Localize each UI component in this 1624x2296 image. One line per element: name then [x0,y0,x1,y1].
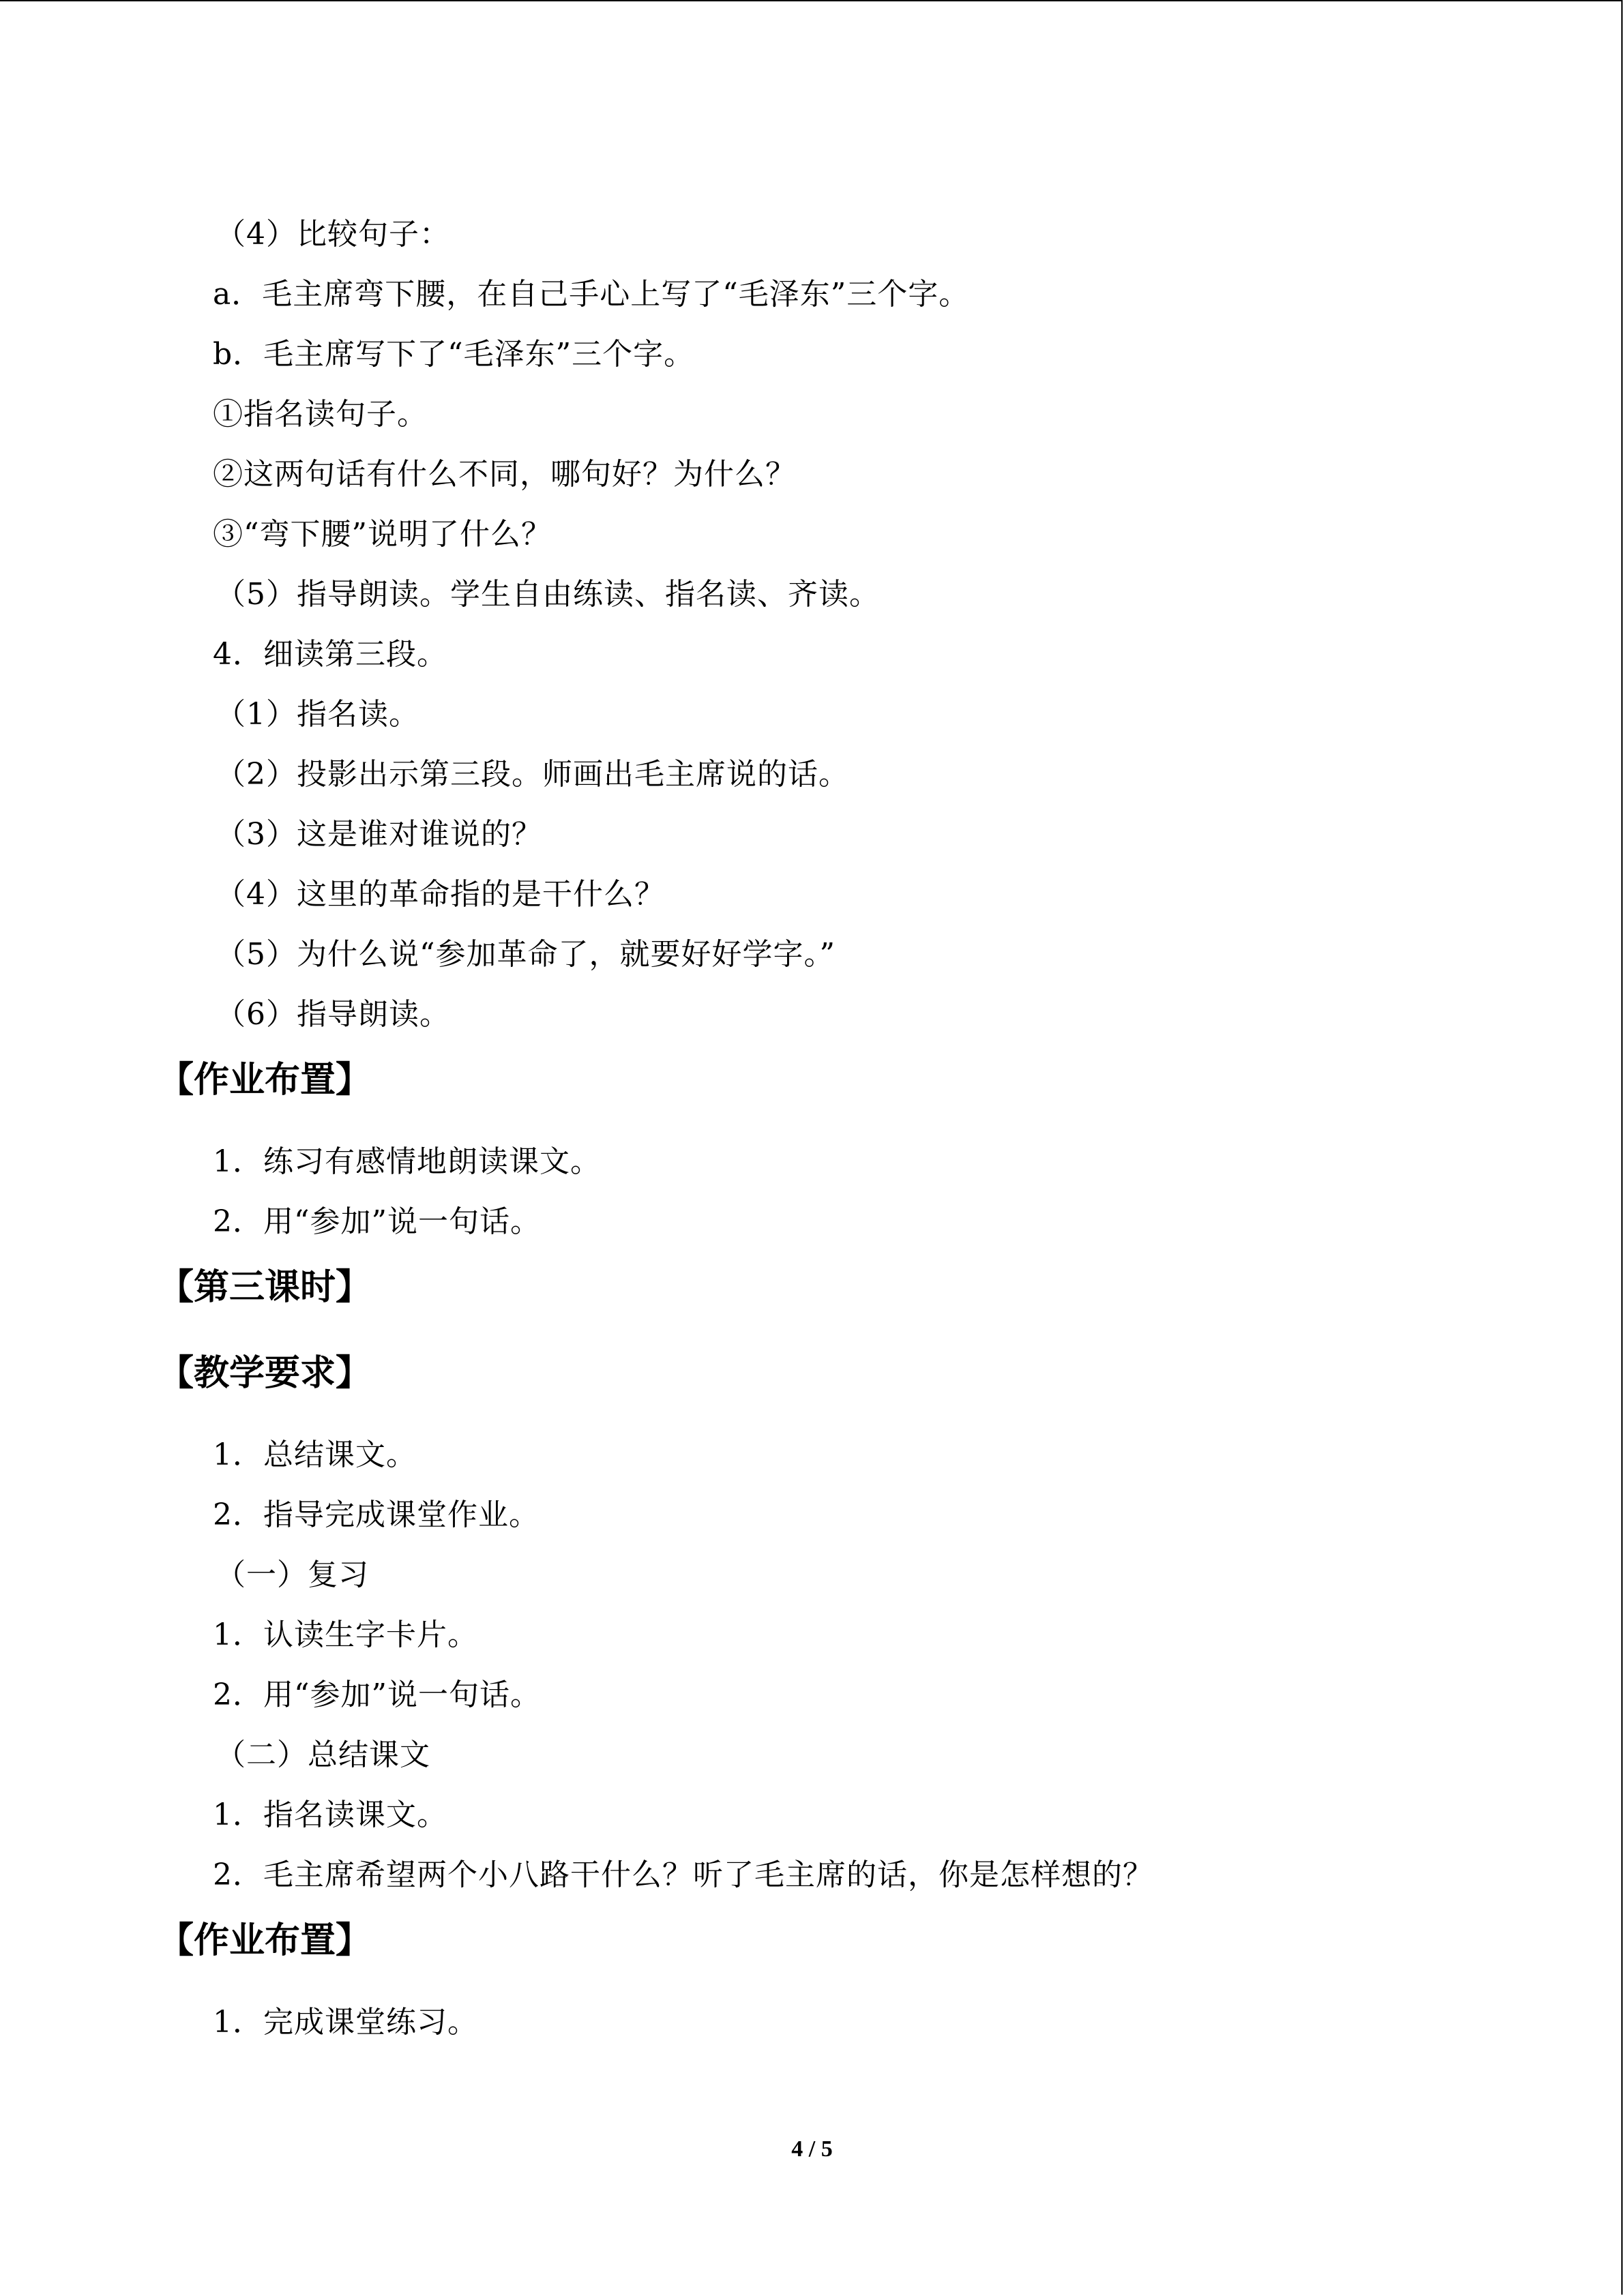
homework-item: 1．完成课堂练习。 [213,2005,478,2040]
page-number: 4 / 5 [791,2136,833,2162]
text-line: ①指名读句子。 [213,397,428,432]
review-item: 1．认读生字卡片。 [213,1617,478,1652]
section-heading-homework: 【作业布置】 [158,1060,372,1101]
summary-item: 2．毛主席希望两个小八路干什么？听了毛主席的话，你是怎样想的？ [213,1858,1153,1892]
homework-item: 2．用“参加”说一句话。 [213,1204,541,1239]
text-line: b．毛主席写下了“毛泽东”三个字。 [213,337,695,372]
text-line: ②这两句话有什么不同，哪句好？为什么？ [213,457,796,492]
requirement-item: 2．指导完成课堂作业。 [213,1497,540,1532]
summary-item: 1．指名读课文。 [213,1798,447,1832]
text-line: （6）指导朗读。 [216,997,450,1032]
section-heading-teaching-requirements: 【教学要求】 [158,1353,372,1394]
text-line: （4）这里的革命指的是干什么？ [216,877,665,912]
requirement-item: 1．总结课文。 [213,1437,417,1472]
text-line: （4）比较句子： [216,217,450,252]
text-line: 4．细读第三段。 [213,637,447,672]
section-heading-third-lesson: 【第三课时】 [158,1267,372,1308]
subsection-title-review: （一）复习 [216,1557,369,1592]
text-line: （3）这是谁对谁说的？ [216,817,542,852]
text-line: （2）投影出示第三段。师画出毛主席说的话。 [216,757,849,792]
text-line: （1）指名读。 [216,697,419,732]
text-line: （5）为什么说“参加革命了，就要好好学字。” [216,937,836,972]
review-item: 2．用“参加”说一句话。 [213,1678,541,1712]
text-line: （5）指导朗读。学生自由练读、指名读、齐读。 [216,577,880,612]
text-line: a．毛主席弯下腰，在自己手心上写了“毛泽东”三个字。 [213,277,970,312]
subsection-title-summary: （二）总结课文 [216,1738,430,1772]
homework-item: 1．练习有感情地朗读课文。 [213,1144,601,1179]
text-line: ③“弯下腰”说明了什么？ [213,517,552,552]
section-heading-homework-2: 【作业布置】 [158,1920,372,1961]
